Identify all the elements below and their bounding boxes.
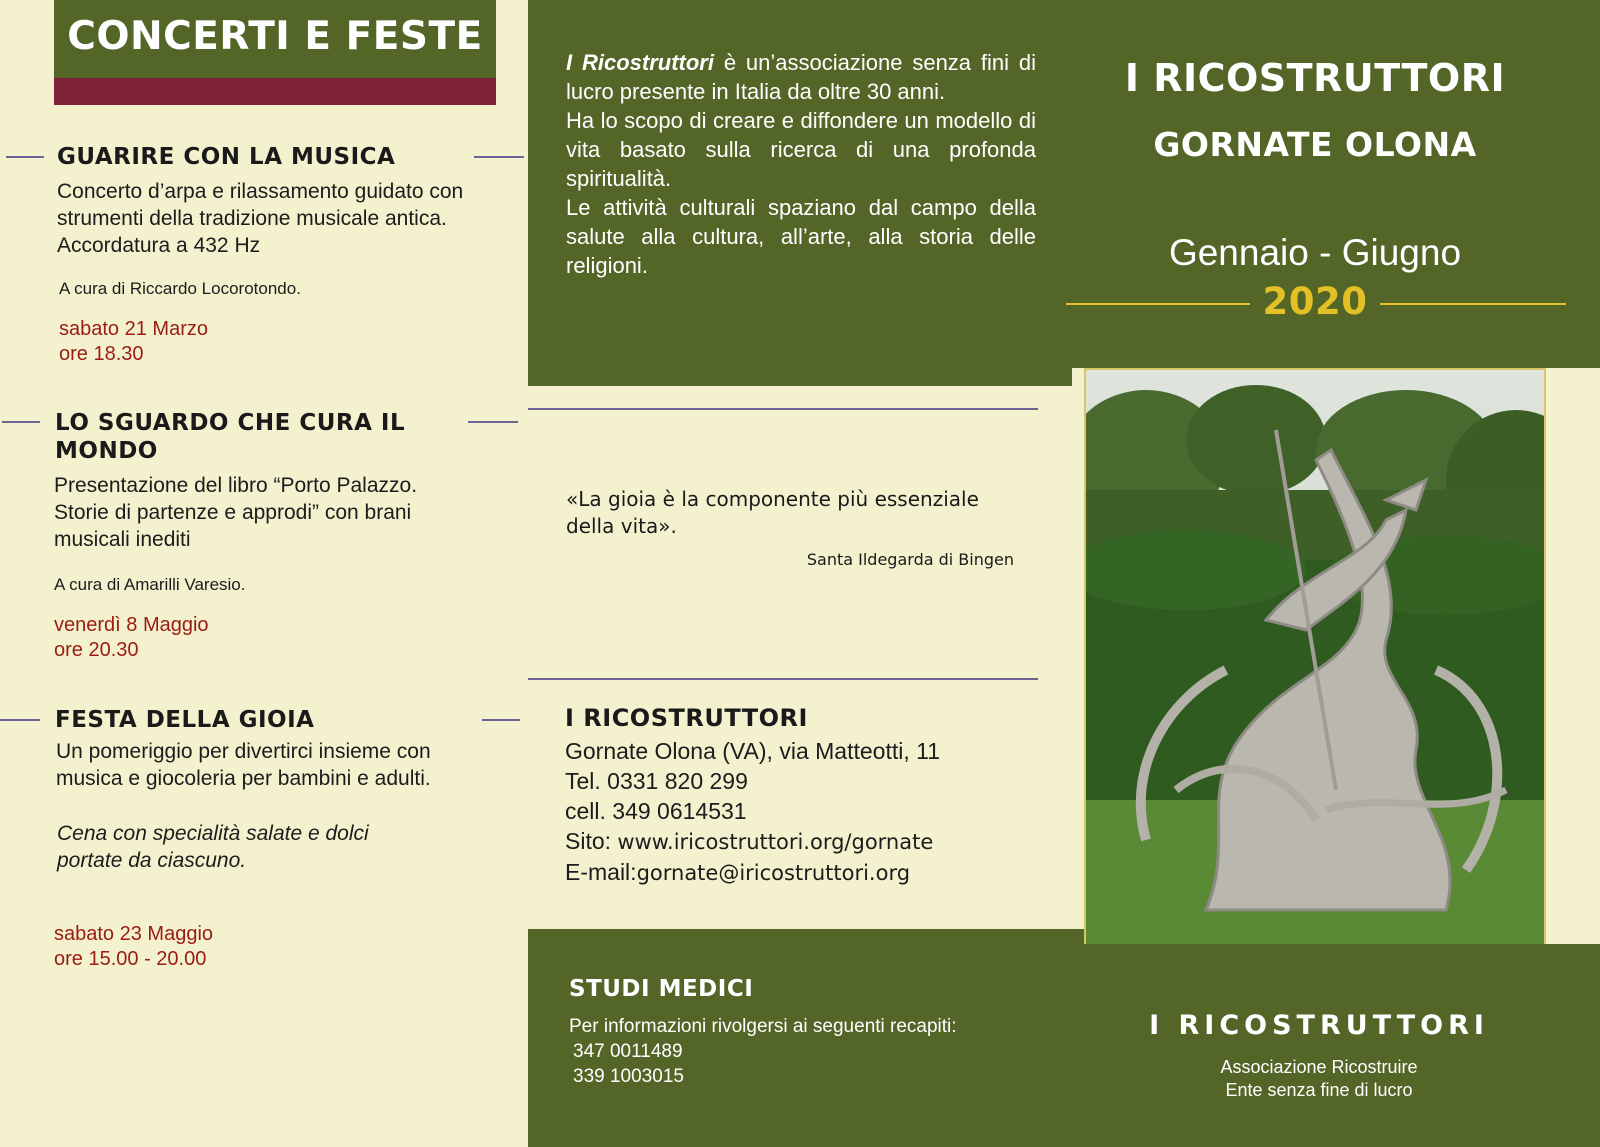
event-description: Presentazione del libro “Porto Palazzo. Storie di partenze e approdi” con brani musicali inediti	[54, 474, 418, 551]
banner-title: CONCERTI E FESTE	[67, 14, 483, 59]
event-date: sabato 21 Marzo	[59, 318, 208, 340]
intro-sentence: è un’associazione senza fini di lucro presente in Italia da oltre 30 anni.	[566, 50, 1037, 104]
contact-title: I RICOSTRUTTORI	[565, 704, 808, 732]
event-title: FESTA DELLA GIOIA	[55, 707, 315, 733]
event-divider-left	[0, 719, 40, 721]
event-description: Concerto d’arpa e rilassamento guidato con strumenti della tradizione musicale antica. Accordatura a 432 Hz	[57, 180, 464, 257]
contact-email-label: E-mail:	[565, 859, 637, 885]
event-date: sabato 23 Maggio	[54, 923, 214, 945]
quote-divider-top	[528, 408, 1038, 410]
intro-text	[566, 48, 1036, 280]
event-divider-right	[468, 421, 518, 423]
year-rule-right	[1380, 303, 1566, 305]
studi-info-text: Per informazioni rivolgersi ai seguenti recapiti:	[569, 1016, 957, 1037]
cover-subtitle: GORNATE OLONA	[1153, 125, 1477, 164]
footer-subtitle	[1084, 1056, 1554, 1102]
event-divider-left	[2, 421, 40, 423]
studi-title: STUDI MEDICI	[569, 976, 754, 1002]
event-date: venerdì 8 Maggio	[54, 614, 209, 636]
studi-phone: 347 0011489	[573, 1041, 683, 1062]
banner-stripe	[54, 78, 496, 105]
footer-line: Associazione Ricostruire	[1220, 1057, 1418, 1077]
event-divider-right	[474, 156, 524, 158]
contact-address: Gornate Olona (VA), via Matteotti, 11	[565, 738, 940, 764]
event-time: ore 18.30	[59, 343, 144, 365]
year-rule-left	[1066, 303, 1250, 305]
contact-site-link[interactable]: www.iricostruttori.org/gornate	[617, 830, 934, 854]
contact-cell: cell. 349 0614531	[565, 798, 747, 824]
event-divider-left	[6, 156, 44, 158]
footer-panel	[1084, 944, 1600, 1147]
contact-tel: Tel. 0331 820 299	[565, 768, 748, 794]
event-curator: A cura di Riccardo Locorotondo.	[59, 279, 301, 298]
quote-text: «La gioia è la componente più essenziale della vita».	[566, 487, 979, 538]
intro-name: I Ricostruttori	[566, 50, 714, 75]
sculpture-photo	[1084, 368, 1546, 948]
event-divider-right	[482, 719, 520, 721]
contact-site-row	[565, 826, 1045, 857]
contact-email-link[interactable]: gornate@iricostruttori.org	[636, 861, 911, 885]
event-time: ore 20.30	[54, 639, 139, 661]
contact-site-label: Sito:	[565, 828, 618, 854]
quote-author: Santa Ildegarda di Bingen	[806, 550, 1014, 569]
event-note: Cena con specialità salate e dolci portate da ciascuno.	[57, 822, 369, 872]
cover-title: I RICOSTRUTTORI	[1124, 56, 1506, 100]
event-title: LO SGUARDO CHE CURA IL MONDO	[55, 410, 406, 464]
footer-line: Ente senza fine di lucro	[1225, 1080, 1413, 1100]
cover-year: 2020	[1262, 280, 1368, 323]
studi-info	[569, 1014, 957, 1089]
intro-paragraph: Le attività culturali spaziano dal campo della salute alla cultura, all’arte, alla storia delle religioni.	[566, 195, 1036, 278]
cover-period: Gennaio - Giugno	[1168, 232, 1462, 273]
contact-email-row	[565, 857, 1045, 888]
studi-phone: 339 1003015	[573, 1066, 684, 1087]
intro-paragraph: Ha lo scopo di creare e diffondere un modello di vita basato sulla ricerca di una profonda spiritualità.	[566, 108, 1036, 191]
event-curator: A cura di Amarilli Varesio.	[54, 575, 246, 594]
quote-divider-bottom	[528, 678, 1038, 680]
footer-title: I RICOSTRUTTORI	[1149, 1010, 1489, 1041]
contact-block	[565, 736, 1045, 888]
event-time: ore 15.00 - 20.00	[54, 948, 207, 970]
event-description: Un pomeriggio per divertirci insieme con musica e giocoleria per bambini e adulti.	[56, 740, 431, 790]
sculpture-illustration	[1086, 370, 1544, 946]
event-title: GUARIRE CON LA MUSICA	[57, 144, 396, 170]
